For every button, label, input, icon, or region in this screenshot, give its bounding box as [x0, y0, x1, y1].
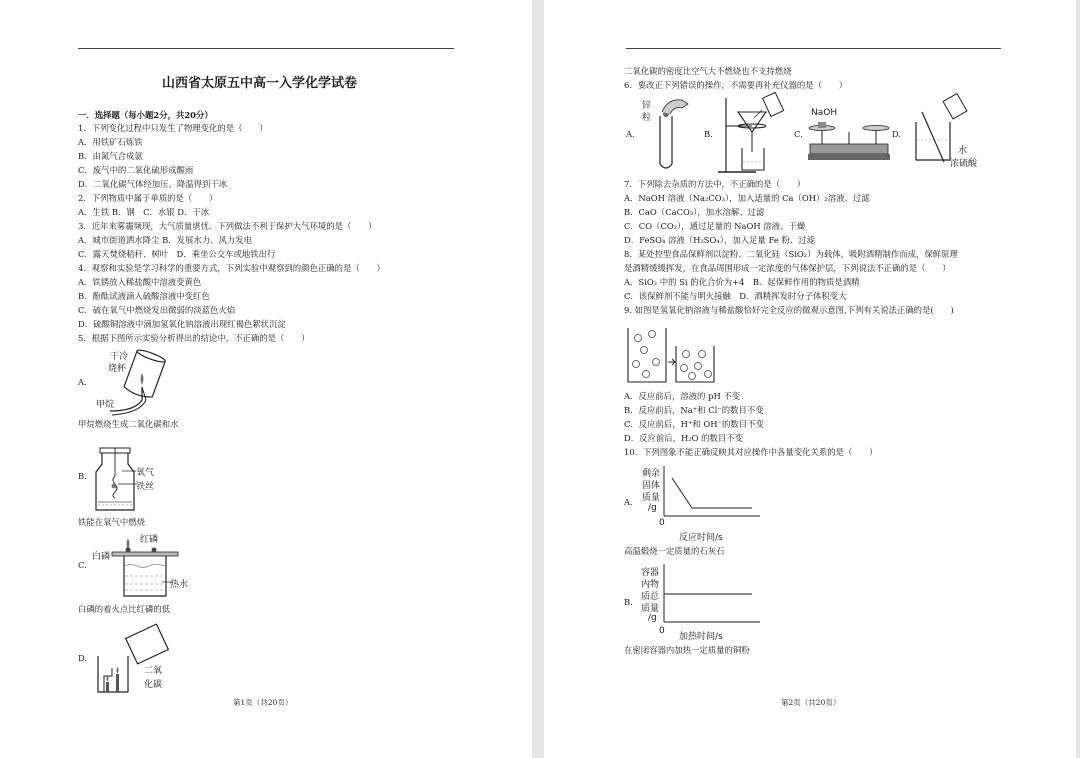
option-line: B．酚酞试液滴入硫酸溶液中变红色 — [78, 291, 210, 301]
page-footer: 第1页（共20页） — [233, 698, 293, 707]
question-line: 5．根据下图所示实验分析得出的结论中，不正确的是（ ） — [78, 333, 310, 343]
axis-label: /g — [648, 613, 657, 623]
question-line: 1．下列变化过程中只发生了物理变化的是（ ） — [78, 123, 268, 133]
option-line: A．SiO₂ 中的 Si 的化合价为+4 B．起保鲜作用的物质是酒精 — [624, 277, 860, 287]
co2-candles-figure — [92, 622, 182, 694]
option-line: A．铁锈放入稀盐酸中溶液变黄色 — [78, 277, 202, 287]
page-2 — [544, 0, 1076, 758]
fig-label: 热水 — [170, 580, 189, 590]
question-line: 2．下列物质中属于单质的是（ ） — [78, 193, 218, 203]
figure-caption: 高温煅烧一定质量的石灰石 — [624, 546, 725, 556]
figure-caption: 铁能在氧气中燃烧 — [78, 517, 145, 527]
figure-caption: 甲烷燃烧生成二氧化碳和水 — [78, 419, 179, 429]
question-line: 是酒精缓缓挥发，在食品周围形成一定浓度的气体保护层，下列说法不正确的是（ ） — [624, 263, 951, 273]
option-line: D．硫酸铜溶液中滴加氢氧化钠溶液出现红褐色絮状沉淀 — [78, 319, 286, 329]
axis-label: 内物 — [641, 580, 660, 590]
phosphorus-figure — [92, 536, 192, 602]
option-line: C．反应前后，H⁺和 OH⁻的数目不变 — [624, 419, 764, 429]
option-line: A．用铁矿石炼铁 — [78, 137, 143, 147]
fig-label: 水 — [958, 146, 968, 156]
option-line: C．硫在氧气中燃烧发出微弱的淡蓝色火焰 — [78, 305, 236, 315]
option-letter: A. — [626, 129, 635, 139]
option-line: A．NaOH 溶液（Na₂CO₃），加入适量的 Ca（OH）₂溶液、过滤 — [624, 193, 870, 203]
option-letter: B. — [78, 471, 87, 481]
option-letter: A. — [78, 377, 87, 387]
option-line: A．反应前后，溶液的 pH 不变 — [624, 391, 741, 401]
option-line: D．FeSO₄ 溶液（H₂SO₄），加入足量 Fe 粉、过滤 — [624, 235, 815, 245]
fig-label: 粒 — [642, 113, 652, 123]
question-line: 7．下列除去杂质的方法中，不正确的是（ ） — [624, 179, 806, 189]
option-letter: D. — [78, 653, 88, 663]
graph-a — [656, 464, 764, 524]
fig-label: 氧气 — [136, 468, 155, 478]
question-line: 9. 如图是氢氧化钠溶液与稀盐酸恰好完全反应的微观示意图,下列有关说法正确的是( ) — [624, 305, 954, 315]
option-line: B．CaO（CaCO₃），加水溶解、过滤 — [624, 207, 765, 217]
page-footer: 第2页（共20页） — [781, 698, 841, 707]
axis-label: 质量 — [642, 493, 661, 503]
filtration-figure — [716, 92, 788, 176]
option-line: D．二氧化碳气体经加压、降温得到干冰 — [78, 179, 228, 189]
header-rule — [78, 48, 454, 49]
axis-label: 容器 — [641, 568, 660, 578]
axis-label: 固体 — [642, 481, 661, 491]
balance-figure — [806, 118, 892, 164]
option-line: B．由氮气合成氨 — [78, 151, 143, 161]
axis-label: 质量 — [641, 604, 660, 614]
neutralization-schematic — [626, 320, 716, 384]
option-line: D．反应前后，H₂O 的数目不变 — [624, 433, 744, 443]
option-line: C．废气中的二氧化硫形成酸雨 — [78, 165, 194, 175]
figure-caption: 在密闭容器内加热一定质量的铜粉 — [624, 645, 750, 655]
option-letter: C. — [78, 560, 87, 570]
page-1 — [0, 0, 532, 758]
fig-label: 烧杯 — [108, 364, 127, 374]
question-line: 3．近年来雾霾频现，大气质量堪忧．下列做法不利于保护大气环境的是（ ） — [78, 221, 377, 231]
section-heading: 一．选择题（每小题2分，共20分） — [78, 110, 213, 120]
axis-label: /g — [648, 503, 657, 513]
option-line: B．反应前后，Na⁺和 Cl⁻的数目不变 — [624, 405, 764, 415]
fig-label: 甲烷 — [96, 400, 115, 410]
question-line: 10．下列图象不能正确反映其对应操作中各量变化关系的是（ ） — [624, 447, 878, 457]
axis-label: 加热时间/s — [679, 632, 723, 642]
fig-label: 铁丝 — [136, 482, 155, 492]
option-line: C．该保鲜剂不能与明火接触 D．酒精挥发时分子体积变大 — [624, 291, 847, 301]
figure-caption: 白磷的着火点比红磷的低 — [78, 604, 171, 614]
option-line: A．城市街道洒水降尘 B．发展水力、风力发电 — [78, 235, 252, 245]
option-letter: B. — [624, 597, 633, 607]
zinc-test-tube-figure — [652, 94, 692, 174]
origin-label: 0 — [659, 518, 665, 528]
text-line: 二氧化碳的密度比空气大不燃烧也不支持燃烧 — [624, 66, 792, 76]
question-line: 8．某处控型食品保鲜剂以淀粉、二氧化硅（SiO₂）为载体，吸附酒精制作而成，保鲜原理 — [624, 249, 958, 259]
origin-label: 0 — [659, 626, 665, 636]
fig-label: NaOH — [811, 108, 838, 118]
fig-label: 干冷 — [110, 352, 129, 362]
question-line: 6．要改正下列错误的操作，不需要再补充仪器的是（ ） — [624, 80, 848, 90]
fig-label: 白磷 — [92, 552, 111, 562]
option-letter: D. — [892, 129, 902, 139]
fig-label: 红磷 — [140, 535, 159, 545]
exam-title: 山西省太原五中高一入学化学试卷 — [162, 76, 358, 91]
option-letter: C. — [794, 129, 803, 139]
option-line: A．生铁 B．钢 C．水银 D．干冰 — [78, 207, 210, 217]
option-line: C．CO（CO₂），通过足量的 NaOH 溶液、干燥 — [624, 221, 806, 231]
option-letter: A. — [624, 497, 633, 507]
fig-label: 二氧 — [144, 666, 163, 676]
graph-b — [656, 562, 764, 628]
option-line: C．露天焚烧秸秆、树叶 D．乘坐公交车或地铁出行 — [78, 249, 276, 259]
fig-label: 锌 — [642, 101, 652, 111]
axis-label: 反应时间/s — [679, 533, 723, 543]
axis-label: 质总 — [641, 592, 660, 602]
fig-label: 化碳 — [144, 680, 163, 690]
axis-label: 剩余 — [642, 469, 661, 479]
fig-label: 浓硫酸 — [950, 159, 978, 169]
header-rule — [626, 48, 1001, 49]
option-letter: B. — [704, 129, 713, 139]
question-line: 4．观察和实验是学习科学的重要方式，下列实验中观察到的颜色正确的是（ ） — [78, 263, 385, 273]
